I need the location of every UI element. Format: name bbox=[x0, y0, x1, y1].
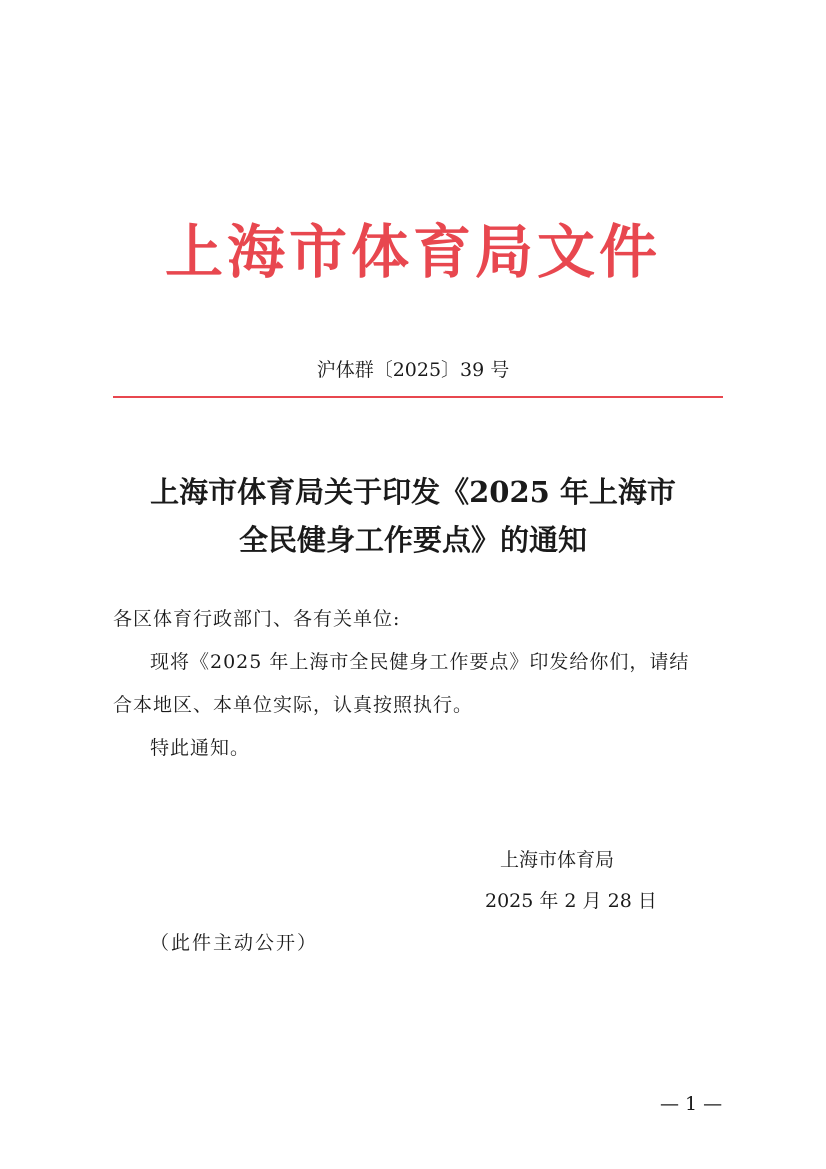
disclosure-note: （此件主动公开） bbox=[150, 932, 319, 954]
body-paragraph-line-1: 现将《2025 年上海市全民健身工作要点》印发给你们，请结 bbox=[150, 651, 690, 673]
salutation: 各区体育行政部门、各有关单位: bbox=[113, 608, 401, 630]
issuer-signature: 上海市体育局 bbox=[500, 849, 615, 871]
notice-title-line-1: 上海市体育局关于印发《2025 年上海市 bbox=[150, 475, 676, 509]
document-header-title: 上海市体育局文件 bbox=[164, 218, 661, 286]
page-number: — 1 — bbox=[660, 1093, 723, 1115]
issue-date: 2025 年 2 月 28 日 bbox=[485, 890, 657, 912]
closing-phrase: 特此通知。 bbox=[150, 737, 251, 759]
document-number: 沪体群〔2025〕39 号 bbox=[316, 359, 510, 381]
notice-title bbox=[0, 468, 826, 564]
body-paragraph-line-2: 合本地区、本单位实际，认真按照执行。 bbox=[113, 694, 474, 716]
red-separator-line bbox=[113, 396, 723, 398]
notice-title-line-2: 全民健身工作要点》的通知 bbox=[238, 523, 587, 557]
